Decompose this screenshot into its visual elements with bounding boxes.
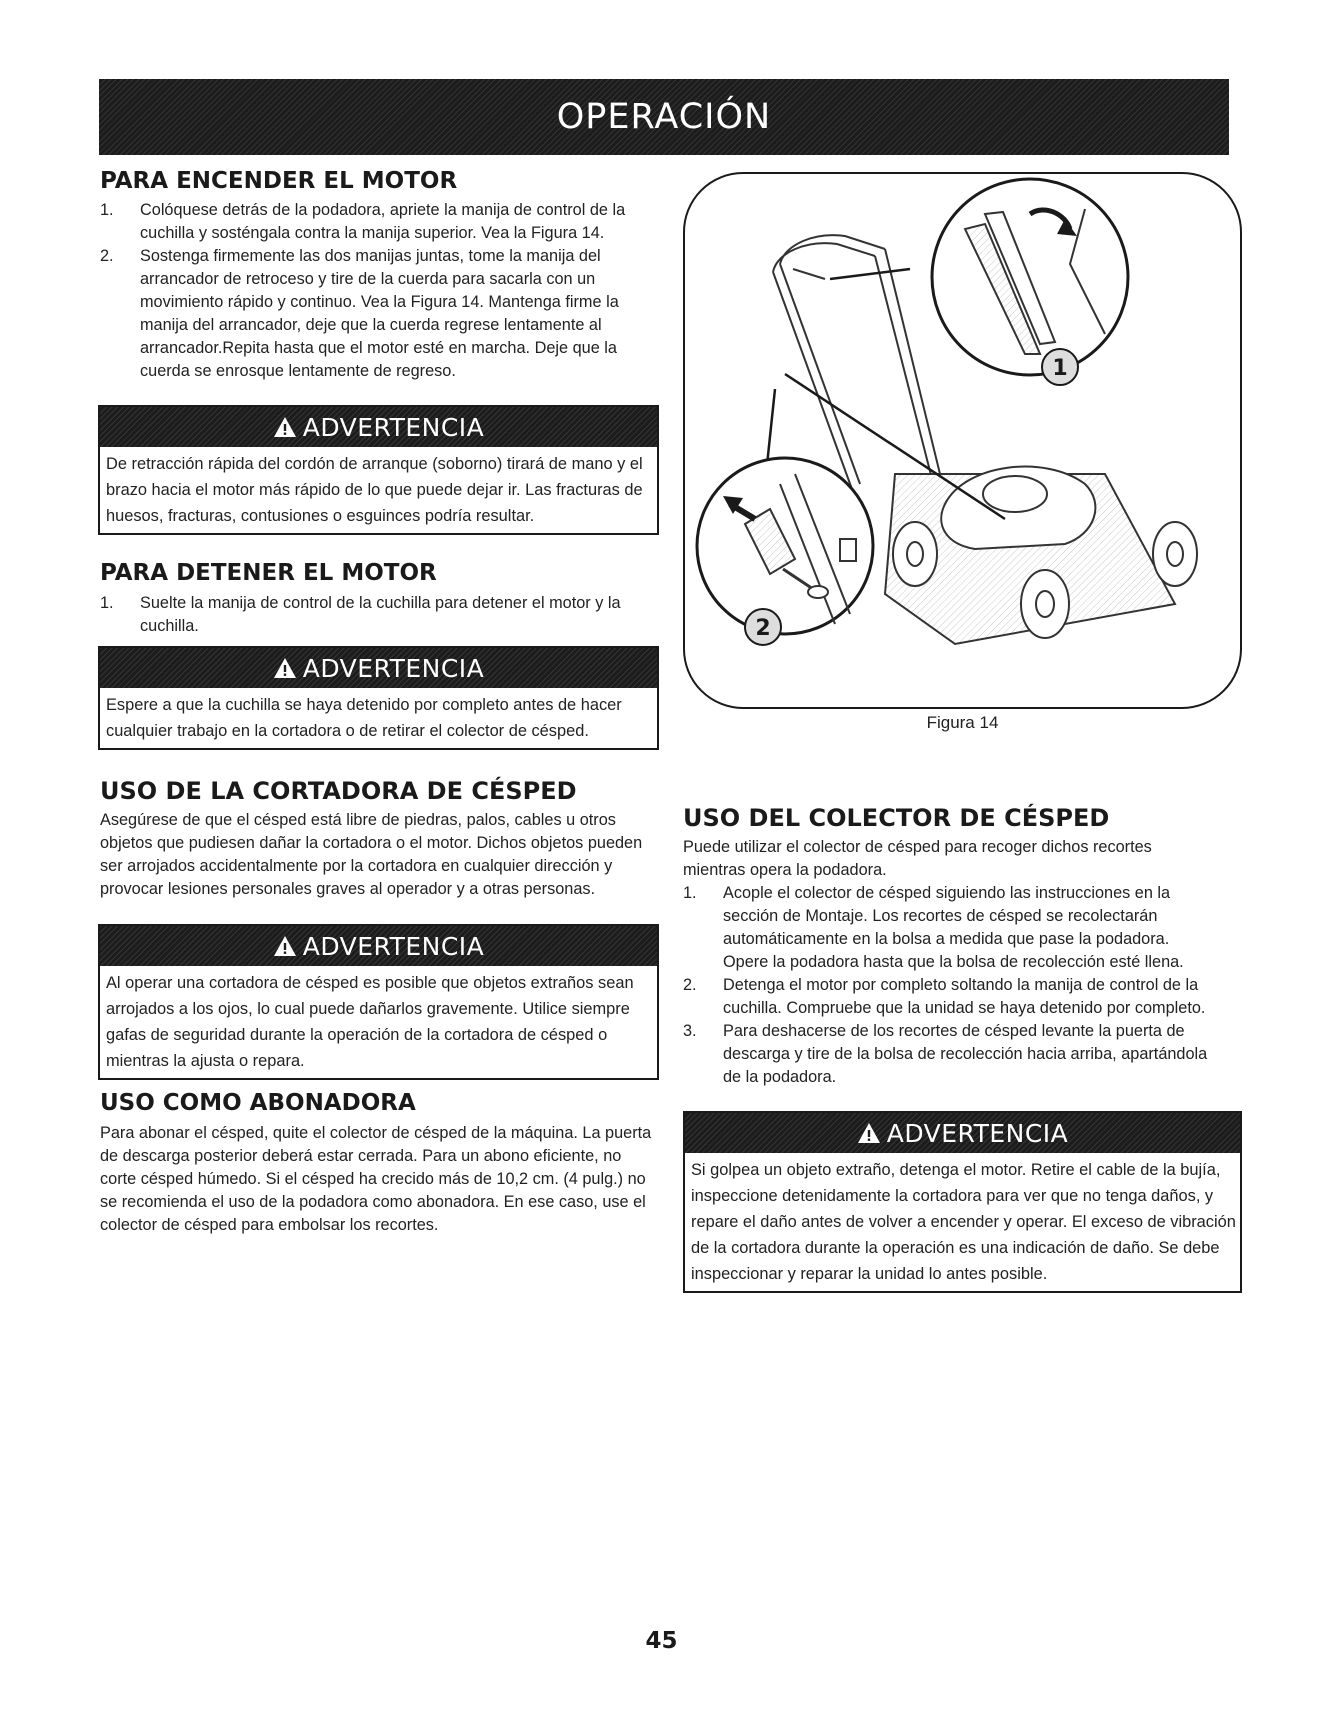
warning-label: ADVERTENCIA <box>886 1118 1069 1148</box>
stop-engine-steps <box>100 592 660 638</box>
mower-illustration <box>685 174 1240 707</box>
page-number: 45 <box>645 1628 678 1654</box>
callout-1-label: 1 <box>1052 356 1068 381</box>
warning-header <box>100 407 657 447</box>
warning-text: Al operar una cortadora de césped es posible que objetos extraños sean arrojados a los ojos, lo cual puede dañarlos gravemente. Utilice siempre gafas de seguridad durante la operación de la cortadora de césped o mientras la ajusta o repara. <box>106 974 634 1070</box>
mower-handle <box>773 235 940 492</box>
warning-label: ADVERTENCIA <box>302 931 485 961</box>
zoom-circle-2 <box>697 458 873 634</box>
list-item: 2. Sostenga firmemente las dos manijas juntas, tome la manija del arrancador de retroceso y tire de la cuerda para sacarla con un movimiento rápido y continuo. Vea la Figura 14. Mantenga firme la manija del arrancador, deje que la cuerda regrese lentamente al arrancador.Repita hasta que el motor esté en marcha. Deje que la cuerda se enrosque lentamente de regreso. <box>100 247 619 380</box>
warning-icon <box>273 934 297 958</box>
section-banner <box>99 79 1229 155</box>
mower-use-text: Asegúrese de que el césped está libre de piedras, palos, cables u otros objetos que pudiesen dañar la cortadora o el motor. Dichos objetos pueden ser arrojados accidentalmente por la cortadora en cualquier dirección y provocar lesiones personales graves al operador y a otras personas. <box>100 811 643 898</box>
warning-label: ADVERTENCIA <box>302 412 485 442</box>
warning-text: De retracción rápida del cordón de arranque (soborno) tirará de mano y el brazo hacia el motor más rápido de lo que puede dejar ir. Las fracturas de huesos, fracturas, contusiones o esguinces podría resultar. <box>106 455 643 525</box>
list-item: 1. Suelte la manija de control de la cuchilla para detener el motor y la cuchilla. <box>100 594 621 635</box>
mulcher-text: Para abonar el césped, quite el colector de césped de la máquina. La puerta de descarga posterior deberá estar cerrada. Para un abono eficiente, no corte césped húmedo. Si el césped ha crecido más de 10,2 cm. (4 pulg.) no se recomienda el uso de la podadora como abonadora. En ese caso, use el colector de césped para embolsar los recortes. <box>100 1124 652 1234</box>
warning-text: Si golpea un objeto extraño, detenga el motor. Retire el cable de la bujía, inspeccione detenidamente la cortadora para ver que no tenga daños, y repare el daño antes de volver a encender y operar. El exceso de vibración de la cortadora durante la operación es una indicación de daño. Se debe inspeccionar y reparar la unidad lo antes posible. <box>691 1161 1236 1283</box>
grass-catcher-steps <box>683 882 1218 1089</box>
warning-icon <box>857 1121 881 1145</box>
warning-text: Espere a que la cuchilla se haya detenido por completo antes de hacer cualquier trabajo en la cortadora o de retirar el colector de césped. <box>106 696 622 740</box>
stop-engine-heading: PARA DETENER EL MOTOR <box>100 560 437 586</box>
mulcher-heading: USO COMO ABONADORA <box>100 1090 416 1116</box>
start-engine-steps <box>100 199 660 383</box>
warning-box-mower <box>98 924 659 1080</box>
grass-catcher-heading: USO DEL COLECTOR DE CÉSPED <box>683 804 1110 832</box>
list-item: 1. Acople el colector de césped siguiendo las instrucciones en la sección de Montaje. Los recortes de césped se recolectarán automáticamente en la bolsa a medida que pase la podadora. Opere la podadora hasta que la bolsa de recolección esté llena. <box>683 884 1184 971</box>
figure-caption: Figura 14 <box>926 713 999 732</box>
warning-icon <box>273 656 297 680</box>
section-title: OPERACIÓN <box>556 97 772 137</box>
warning-box-start <box>98 405 659 535</box>
warning-label: ADVERTENCIA <box>302 653 485 683</box>
callout-2-label: 2 <box>755 616 771 641</box>
warning-box-stop <box>98 646 659 750</box>
warning-header <box>100 926 657 966</box>
warning-icon <box>273 415 297 439</box>
grass-catcher-intro: Puede utilizar el colector de césped para recoger dichos recortes mientras opera la podadora. <box>683 838 1152 879</box>
warning-header <box>685 1113 1240 1153</box>
mower-use-heading: USO DE LA CORTADORA DE CÉSPED <box>100 777 577 805</box>
callout-2 <box>745 609 781 645</box>
warning-header <box>100 648 657 688</box>
zoom-circle-1 <box>932 179 1128 375</box>
start-engine-heading: PARA ENCENDER EL MOTOR <box>100 168 458 194</box>
list-item: 3. Para deshacerse de los recortes de césped levante la puerta de descarga y tire de la bolsa de recolección hacia arriba, apartándola de la podadora. <box>683 1022 1208 1086</box>
figure-14 <box>683 172 1242 709</box>
list-item: 1. Colóquese detrás de la podadora, apriete la manija de control de la cuchilla y sosténgala contra la manija superior. Vea la Figura 14. <box>100 201 626 242</box>
callout-1 <box>1042 349 1078 385</box>
warning-box-catcher <box>683 1111 1242 1293</box>
list-item: 2. Detenga el motor por completo soltando la manija de control de la cuchilla. Compruebe que la unidad se haya detenido por completo. <box>683 976 1206 1017</box>
